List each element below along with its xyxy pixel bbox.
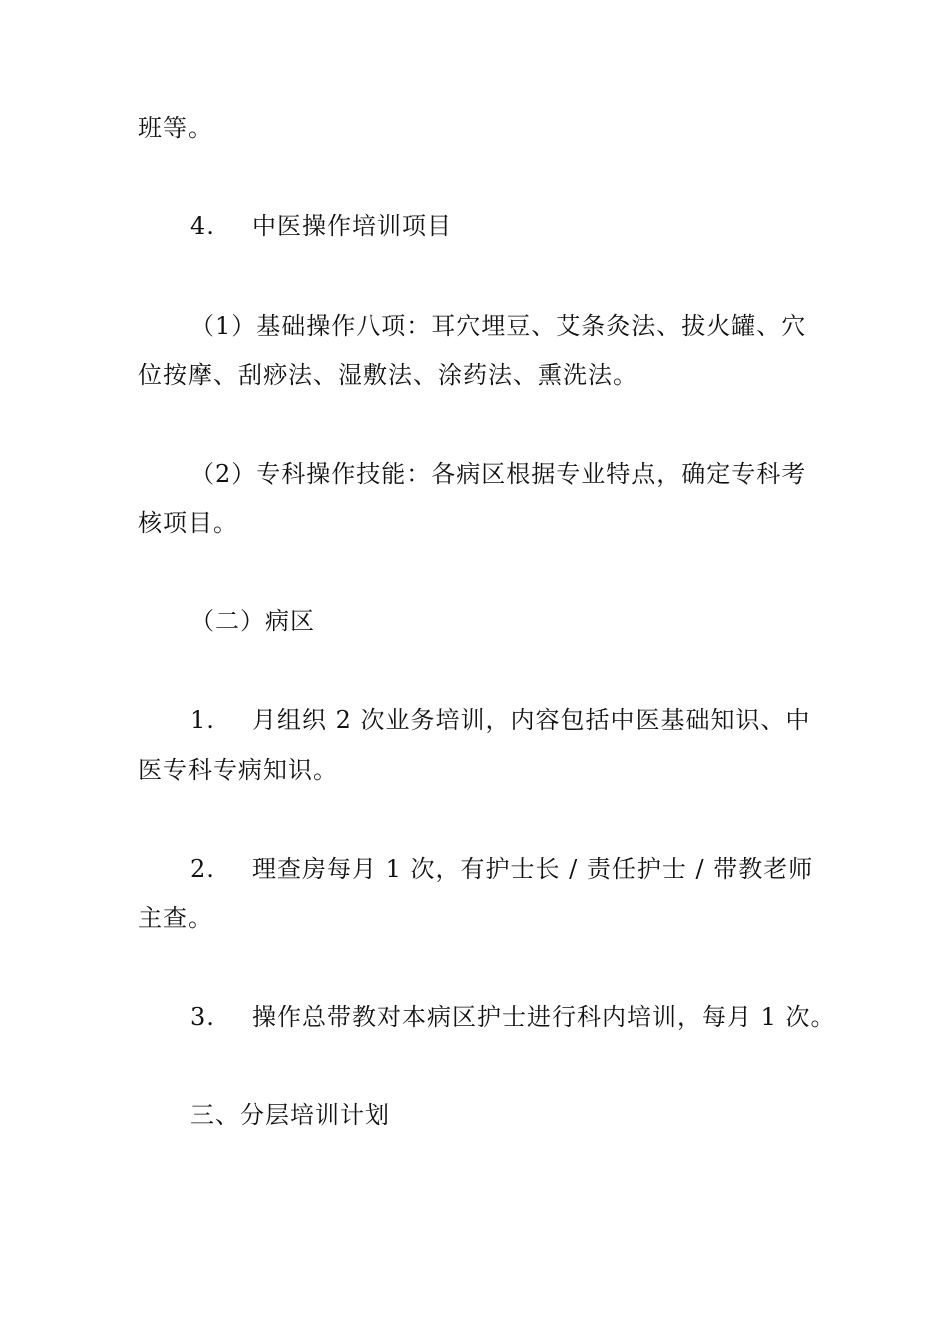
item-1-line-2: 位按摩、刮痧法、湿敷法、涂药法、熏洗法。	[138, 361, 638, 389]
ward-1-text: 月组织 2 次业务培训，内容包括中医基础知识、中	[252, 706, 811, 734]
continuation-text: 班等。	[138, 114, 213, 142]
ward-3-number: 3.	[190, 1003, 215, 1031]
heading-4-number: 4.	[190, 212, 215, 240]
section-2-heading: （二）病区	[190, 607, 315, 635]
item-2-line-2: 核项目。	[138, 509, 238, 537]
ward-2-number: 2.	[190, 855, 215, 883]
item-2-line-1: （2）专科操作技能：各病区根据专业特点，确定专科考	[190, 460, 807, 488]
heading-4-text: 中医操作培训项目	[252, 212, 452, 240]
heading-4	[190, 210, 452, 242]
ward-1-line-1	[190, 704, 811, 736]
section-3-heading: 三、分层培训计划	[190, 1101, 390, 1129]
ward-2-line-2: 主查。	[138, 904, 213, 932]
ward-2-line-1	[190, 853, 813, 885]
item-1-line-1: （1）基础操作八项：耳穴埋豆、艾条灸法、拔火罐、穴	[190, 312, 807, 340]
ward-1-line-2: 医专科专病知识。	[138, 756, 338, 784]
ward-1-number: 1.	[190, 706, 215, 734]
ward-3-line-1	[190, 1001, 836, 1033]
ward-3-text: 操作总带教对本病区护士进行科内培训，每月 1 次。	[252, 1003, 836, 1031]
ward-2-text: 理查房每月 1 次，有护士长 / 责任护士 / 带教老师	[252, 855, 814, 883]
